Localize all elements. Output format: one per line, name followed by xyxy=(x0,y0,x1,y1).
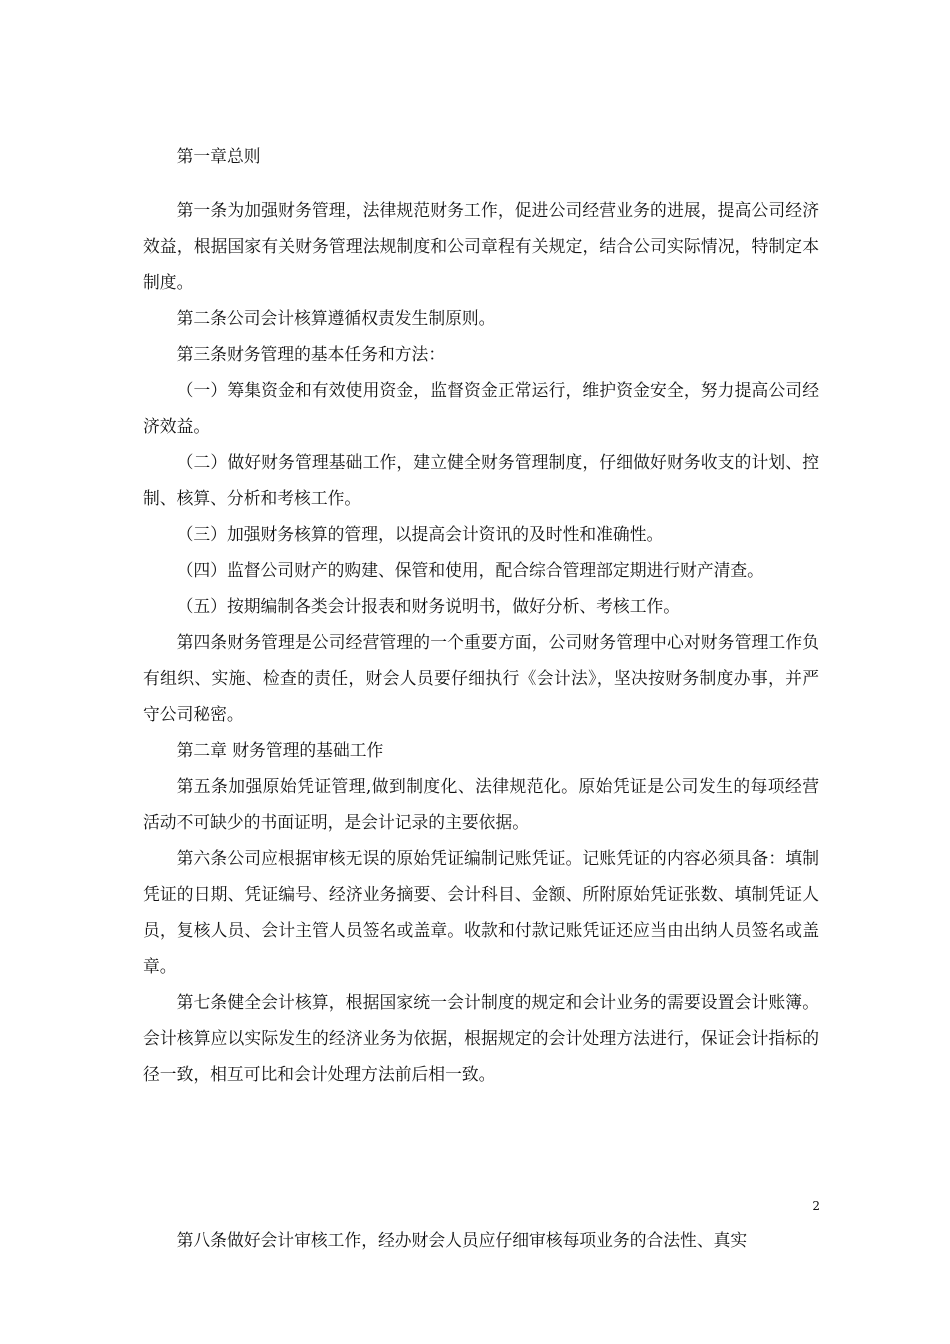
chapter-two-heading: 第二章 财务管理的基础工作 xyxy=(176,740,384,760)
article-four: 第四条财务管理是公司经营管理的一个重要方面，公司财务管理中心对财务管理工作负有组织、实施、检查的责任，财会人员要仔细执行《会计法》，坚决按财务制度办事，并严守公司秘密。 xyxy=(143,632,819,724)
article-seven: 第七条健全会计核算，根据国家统一会计制度的规定和会计业务的需要设置会计账簿。会计核算应以实际发生的经济业务为依据，根据规定的会计处理方法进行，保证会计指标的径一致，相互可比和会计处理方法前后相一致。 xyxy=(143,992,819,1084)
article-three-item-two: （二）做好财务管理基础工作，建立健全财务管理制度，仔细做好财务收支的计划、控制、核算、分析和考核工作。 xyxy=(143,452,819,508)
article-one: 第一条为加强财务管理，法律规范财务工作，促进公司经营业务的进展，提高公司经济效益，根据国家有关财务管理法规制度和公司章程有关规定，结合公司实际情况，特制定本制度。 xyxy=(143,200,819,292)
article-two: 第二条公司会计核算遵循权责发生制原则。 xyxy=(176,308,496,328)
document-body xyxy=(143,138,819,1092)
article-five: 第五条加强原始凭证管理,做到制度化、法律规范化。原始凭证是公司发生的每项经营活动不可缺少的书面证明，是会计记录的主要依据。 xyxy=(143,776,819,832)
page-number: 2 xyxy=(812,1199,820,1213)
article-three-item-five: （五）按期编制各类会计报表和财务说明书，做好分析、考核工作。 xyxy=(176,596,681,616)
article-eight-partial: 第八条做好会计审核工作，经办财会人员应仔细审核每项业务的合法性、真实 xyxy=(176,1230,748,1250)
article-three-item-four: （四）监督公司财产的购建、保管和使用，配合综合管理部定期进行财产清查。 xyxy=(176,560,764,580)
article-three-item-three: （三）加强财务核算的管理，以提高会计资讯的及时性和准确性。 xyxy=(176,524,664,544)
chapter-one-heading: 第一章总则 xyxy=(176,146,261,166)
article-six: 第六条公司应根据审核无误的原始凭证编制记账凭证。记账凭证的内容必须具备：填制凭证的日期、凭证编号、经济业务摘要、会计科目、金额、所附原始凭证张数、填制凭证人员，复核人员、会计主管人员签名或盖章。收款和付款记账凭证还应当由出纳人员签名或盖章。 xyxy=(143,848,819,976)
article-three: 第三条财务管理的基本任务和方法： xyxy=(176,344,446,364)
article-three-item-one: （一）筹集资金和有效使用资金，监督资金正常运行，维护资金安全，努力提高公司经济效益。 xyxy=(143,380,819,436)
